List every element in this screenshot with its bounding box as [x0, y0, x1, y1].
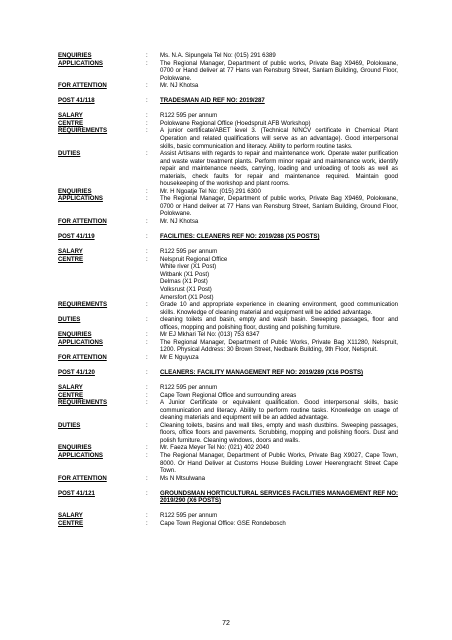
field-label: SALARY	[58, 384, 83, 392]
field-label: ENQUIRIES	[58, 52, 92, 59]
field-label: SALARY	[58, 248, 83, 256]
entry-row	[58, 452, 398, 475]
field-label: APPLICATIONS	[58, 195, 103, 203]
field-label: FOR ATTENTION	[58, 474, 107, 482]
field-value: R122 595 per annum	[160, 512, 218, 520]
colon: :	[146, 421, 148, 429]
field-value: The Regional Manager, Department of public works, Private Bag X9469, Polokwane, 0700 or Hand deliver at 77 Hans van Rensburg Street, Sanlam Building, Ground Floor, Polokwane.	[160, 59, 398, 82]
field-label: ENQUIRIES	[58, 444, 92, 452]
field-value: Mr. H Ngoatje Tel No: (015) 291 6300	[160, 187, 261, 195]
post-title: TRADESMAN AID REF NO: 2019/287	[160, 97, 265, 105]
entry-row	[58, 82, 398, 90]
field-value: R122 595 per annum	[160, 112, 218, 120]
entry-row	[58, 256, 398, 301]
field-label: DUTIES	[58, 421, 81, 429]
field-value: Cape Town Regional Office: GSE Rondebosch	[160, 519, 286, 527]
field-value: Mr. NJ Khotsa	[160, 82, 199, 90]
field-label: SALARY	[58, 112, 83, 120]
centre-line: White river (X1 Post)	[160, 263, 217, 271]
colon: :	[146, 519, 148, 527]
colon: :	[146, 368, 148, 376]
colon: :	[146, 218, 148, 226]
colon: :	[146, 338, 148, 346]
entry-row	[58, 422, 398, 445]
colon: :	[146, 233, 148, 241]
field-label: DUTIES	[58, 316, 81, 324]
field-value: The Regional Manager, Department of Public Works, Private Bag X9027, Cape Town, 8000. Or Hand Deliver at Customs House Building Lower Heerengracht Street Cape Town.	[160, 451, 398, 475]
field-value: Assist Artisans with regards to repair and maintenance work. Operate water purification and waste water treatment plants. Perform minor repair and maintenance work, identify repair and maintenance needs, carrying, loading and unloading of tools as well as materials, check faults for repair and maintenance required. Maintain good housekeeping of the workshop and plant rooms.	[160, 150, 398, 188]
entry-row	[58, 316, 398, 331]
post-number: POST 41/121	[58, 489, 95, 497]
colon: :	[146, 444, 148, 452]
colon: :	[146, 119, 148, 127]
entry-row	[58, 512, 398, 520]
entry-row	[58, 331, 398, 339]
field-label: FOR ATTENTION	[58, 353, 107, 361]
field-value: The Regional Manager, Department of public works, Private Bag X9469, Polokwane, 0700 or Hand deliver at 77 Hans van Rensburg Street, Sanlam Building, Ground Floor, Polokwane.	[160, 195, 398, 218]
colon: :	[146, 399, 148, 407]
field-value: Mr. NJ Khotsa	[160, 218, 199, 226]
field-label: APPLICATIONS	[58, 451, 103, 459]
field-label: CENTRE	[58, 391, 84, 399]
field-label: REQUIREMENTS	[58, 399, 108, 407]
centre-line: Amersfort (X1 Post)	[160, 293, 214, 301]
field-label: CENTRE	[58, 119, 84, 127]
field-label: DUTIES	[58, 150, 81, 158]
field-label: FOR ATTENTION	[58, 82, 107, 90]
colon: :	[146, 255, 148, 263]
post-number: POST 41/119	[58, 233, 95, 241]
colon: :	[146, 82, 148, 90]
entry-row	[58, 354, 398, 362]
entry-row	[58, 127, 398, 150]
centre-line: Volksrust (X1 Post)	[160, 285, 212, 293]
colon: :	[146, 474, 148, 482]
entry-row	[58, 444, 398, 452]
field-label: APPLICATIONS	[58, 338, 103, 346]
colon: :	[146, 150, 148, 158]
field-value: Grade 10 and appropriate experience in cleaning environment, good communication skills. Knowledge of cleaning material and equipment will be added advantage.	[160, 301, 398, 316]
colon: :	[146, 97, 148, 105]
centre-line: Nelspruit Regional Office	[160, 255, 228, 263]
field-label: CENTRE	[58, 255, 84, 263]
entry-row	[58, 339, 398, 354]
colon: :	[146, 391, 148, 399]
entry-row	[58, 112, 398, 120]
field-value: R122 595 per annum	[160, 248, 218, 256]
post-title: GROUNDSMAN HORTICULTURAL SERVICES FACILITIES MANAGEMENT REF NO: 2019/290 (X6 POSTS)	[160, 489, 398, 505]
entry-row	[58, 392, 398, 400]
field-value: cleaning toilets and basin, empty and wash basin. Sweeping passages, floor and offices, mopping and polishing floor, dusting and polishing furniture.	[160, 316, 398, 331]
field-value: Polokwane Regional Office (Hoedspruit AFB Workshop)	[160, 119, 311, 127]
colon: :	[146, 316, 148, 324]
entry-row	[58, 52, 398, 60]
entry-row	[58, 218, 398, 226]
field-value: R122 595 per annum	[160, 384, 218, 392]
field-label: REQUIREMENTS	[58, 301, 108, 309]
colon: :	[146, 112, 148, 120]
entry-row	[58, 195, 398, 218]
colon: :	[146, 384, 148, 392]
field-value: Ms N Mtsulwana	[160, 474, 206, 482]
post-title: CLEANERS: FACILITY MANAGEMENT REF NO: 2019/289 (X16 POSTS)	[160, 368, 364, 376]
entry-row	[58, 60, 398, 83]
post-number: POST 41/118	[58, 97, 95, 105]
field-label: APPLICATIONS	[58, 59, 103, 67]
colon: :	[146, 301, 148, 309]
colon: :	[146, 127, 148, 135]
field-label: FOR ATTENTION	[58, 218, 107, 226]
entry-row	[58, 188, 398, 196]
entry-row	[58, 520, 398, 528]
colon: :	[146, 353, 148, 361]
post-title-row	[58, 369, 398, 377]
colon: :	[146, 451, 148, 459]
document-page	[58, 52, 398, 527]
post-title: FACILITIES: CLEANERS REF NO: 2019/288 (X5 POSTS)	[160, 233, 320, 241]
post-title-row	[58, 490, 398, 505]
entry-row	[58, 120, 398, 128]
post-title-row	[58, 97, 398, 105]
field-label: REQUIREMENTS	[58, 127, 108, 135]
field-value	[160, 256, 398, 301]
colon: :	[146, 489, 148, 497]
colon: :	[146, 187, 148, 195]
entry-row	[58, 475, 398, 483]
field-value: A junior certificate/ABET level 3. (Technical N/NCV certificate in Chemical Plant Operation and related qualifications will serve as an advantage). Good interpersonal skills, basic communication and literacy. Ability to perform routine tasks.	[160, 127, 398, 150]
field-value: The Regional Manager, Department of Public Works, Private Bag X11280, Nelspruit, 1200. Physical Address: 30 Brown Street, Nedbank Building, 9th Floor, Nelspruit.	[160, 338, 398, 354]
field-value: Cleaning toilets, basins and wall tiles, empty and wash dustbins. Sweeping passages, floors, office floors and pavements. Scrubbing, mopping and polishing floors. Dust and polish furniture. Cleaning windows, doors and walls.	[160, 421, 398, 444]
field-label: CENTRE	[58, 519, 84, 527]
colon: :	[146, 52, 148, 59]
page-number: 72	[222, 620, 230, 627]
entry-row	[58, 301, 398, 316]
field-label: SALARY	[58, 512, 83, 520]
field-value: Cape Town Regional Office and surrounding areas	[160, 391, 297, 399]
centre-line: Witbank (X1 Post)	[160, 270, 210, 278]
colon: :	[146, 331, 148, 339]
centre-line: Delmas (X1 Post)	[160, 278, 208, 286]
entry-row	[58, 384, 398, 392]
entry-row	[58, 399, 398, 422]
field-value: Mr. Faeza Meyer Tel No: (021) 402 2040	[160, 444, 270, 452]
field-value: Mr E Nguyuza	[160, 353, 199, 361]
field-value: Mr EJ Mkhari Tel No: (013) 753 6347	[160, 331, 260, 339]
field-value: A Junior Certificate or equivalent qualification. Good interpersonal skills, basic communication and literacy. Ability to perform routine tasks. Knowledge on usage of cleaning materials and equipment will be an added advantage.	[160, 399, 398, 422]
field-label: ENQUIRIES	[58, 331, 92, 339]
entry-row	[58, 248, 398, 256]
entry-row	[58, 150, 398, 188]
post-title-row	[58, 233, 398, 241]
field-label: ENQUIRIES	[58, 187, 92, 195]
colon: :	[146, 59, 148, 67]
colon: :	[146, 512, 148, 520]
field-value: Ms. N.A. Sipungela Tel No: (015) 291 6389	[160, 52, 276, 59]
post-number: POST 41/120	[58, 368, 95, 376]
colon: :	[146, 195, 148, 203]
colon: :	[146, 248, 148, 256]
